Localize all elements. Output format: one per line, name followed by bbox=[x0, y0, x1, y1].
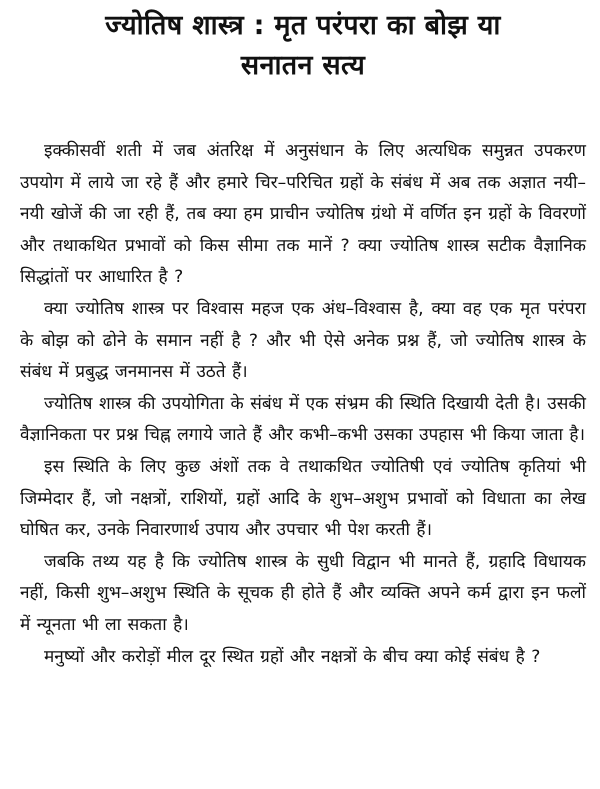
page-title bbox=[20, 6, 586, 86]
paragraph-6: मनुष्यों और करोड़ों मील दूर स्थित ग्रहों और नक्षत्रों के बीच क्या कोई संबंध है ? bbox=[44, 646, 541, 667]
paragraph-4: इस स्थिति के लिए कुछ अंशों तक वे तथाकथित ज्योतिषी एवं ज्योतिष कृतियां भी जिम्मेदार हैं, जो नक्षत्रों, राशियों, ग्रहों आदि के शुभ–अशुभ प्रभावों को विधाता का लेख घोषित कर, उनके निवारणार्थ उपाय और उपचार भी पेश करती हैं। bbox=[20, 456, 586, 541]
title-line-1: ज्योतिष शास्त्र : मृत परंपरा का बोझ या bbox=[105, 10, 501, 41]
paragraph-2: क्या ज्योतिष शास्त्र पर विश्वास महज एक अंध–विश्वास है, क्या वह एक मृत परंपरा के बोझ को ढोने के समान नहीं है ? और भी ऐसे अनेक प्रश्न हैं, जो ज्योतिष शास्त्र के संबंध में प्रबुद्ध जनमानस में उठते हैं। bbox=[20, 298, 586, 383]
paragraph-1: इक्कीसवीं शती में जब अंतरिक्ष में अनुसंधान के लिए अत्यधिक समुन्नत उपकरण उपयोग में लाये जा रहे हैं और हमारे चिर–परिचित ग्रहों के संबंध में अब तक अज्ञात नयी–नयी खोजें की जा रही हैं, तब क्या हम प्राचीन ज्योतिष ग्रंथो में वर्णित इन ग्रहों के विवरणों और तथाकथित प्रभावों को किस सीमा तक मानें ? क्या ज्योतिष शास्त्र सटीक वैज्ञानिक सिद्धांतों पर आधारित है ? bbox=[20, 141, 586, 288]
paragraph-5: जबकि तथ्य यह है कि ज्योतिष शास्त्र के सुधी विद्वान भी मानते हैं, ग्रहादि विधायक नहीं, किसी शुभ–अशुभ स्थिति के सूचक ही होते हैं और व्यक्ति अपने कर्म द्वारा इन फलों में न्यूनता भी ला सकता है। bbox=[20, 551, 586, 635]
title-line-2: सनातन सत्य bbox=[240, 50, 366, 81]
paragraph-3: ज्योतिष शास्त्र की उपयोगिता के संबंध में एक संभ्रम की स्थिति दिखायी देती है। उसकी वैज्ञानिकता पर प्रश्न चिह्न लगाये जाते हैं और कभी–कभी उसका उपहास भी किया जाता है। bbox=[20, 393, 586, 446]
title-spacer bbox=[20, 86, 586, 136]
